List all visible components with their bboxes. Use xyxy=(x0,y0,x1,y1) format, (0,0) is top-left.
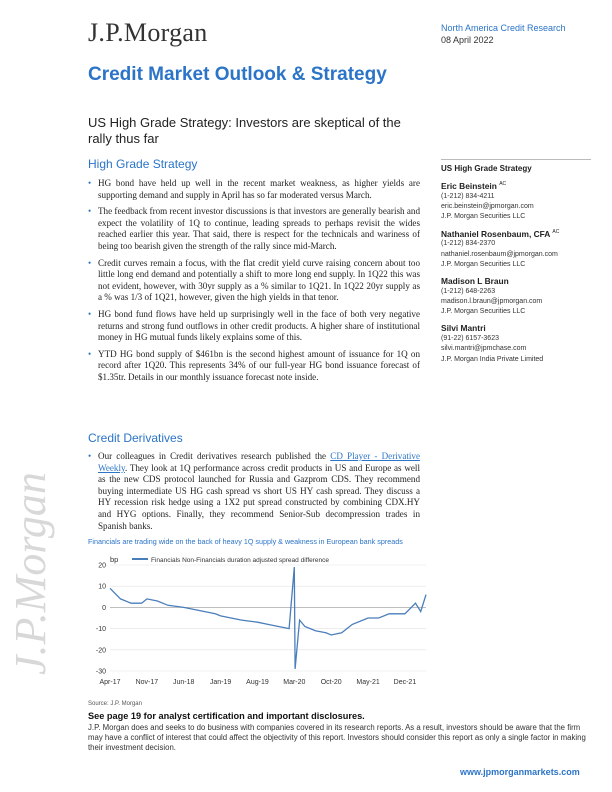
disclosure-text: J.P. Morgan does and seeks to do business with companies covered in its research reports. As a result, investors should be aware that the firm may have a conflict of interest that could affect the objectivity of this report. Investors should consider this report as only a single factor in making their investment decision. xyxy=(88,723,586,752)
department-label: North America Credit Research xyxy=(441,23,566,33)
derivatives-section xyxy=(88,431,420,537)
list-item: • Credit curves remain a focus, with the flat credit yield curve raising concern about too little long end demand and potentially a shift to more long end supply. In 1Q22 this was not evident, however, with 30yr supply as a % similar to 1Q21. In 1Q22 20yr supply as a % was 1/3 of 1Q21, however, given the high yields in that tenor. xyxy=(88,257,420,303)
y-tick-label: 10 xyxy=(98,583,106,591)
chart-container xyxy=(88,549,433,689)
footer-link[interactable]: www.jpmorganmarkets.com xyxy=(460,767,580,777)
y-unit-label: bp xyxy=(110,555,119,564)
page-title: Credit Market Outlook & Strategy xyxy=(88,64,387,85)
analyst-name: Eric Beinstein xyxy=(441,181,497,191)
cd-player-link[interactable]: CD Player - Derivative Weekly xyxy=(98,451,420,473)
x-tick-label: Jun-18 xyxy=(173,679,195,686)
disclosure-heading: See page 19 for analyst certification and important disclosures. xyxy=(88,711,365,721)
analyst-firm: J.P. Morgan Securities LLC xyxy=(441,308,526,316)
x-tick-label: Aug-19 xyxy=(246,679,269,686)
analyst-firm: J.P. Morgan Securities LLC xyxy=(441,260,526,268)
bullet-icon: • xyxy=(88,206,92,217)
bullet-icon: • xyxy=(88,308,92,319)
series-line xyxy=(110,567,426,669)
high-grade-bullets xyxy=(88,178,420,384)
analyst-email[interactable]: madison.l.braun@jpmorgan.com xyxy=(441,298,543,306)
analyst-name: Madison L Braun xyxy=(441,275,509,286)
analyst-card xyxy=(441,226,591,270)
legend-label: Financials Non-Financials duration adjusted spread difference xyxy=(151,557,330,564)
analyst-phone: (1-212) 834-2370 xyxy=(441,240,496,248)
analyst-firm: J.P. Morgan Securities LLC xyxy=(441,213,526,221)
list-item: • The feedback from recent investor discussions is that investors are generally bearish and expect the volatility of 1Q to continue, leading spreads to perhaps revisit the wides reached earlier this year. That said, there is respect for the technicals and wariness of being too bearish given the strength of the rally since mid-March. xyxy=(88,206,420,251)
list-item: • YTD HG bond supply of $461bn is the second highest amount of issuance for 1Q on record after 1Q20. This represents 34% of our full-year HG bond issuance forecast of $1.35tr. Details in our monthly issuance forecast note inside. xyxy=(88,348,420,382)
x-tick-label: Jan-19 xyxy=(209,679,232,686)
analyst-name: Silvi Mantri xyxy=(441,323,486,334)
spread-chart xyxy=(88,549,433,689)
x-tick-label: Oct-20 xyxy=(320,679,342,686)
chart-caption: Financials are trading wide on the back of heavy 1Q supply & weakness in European bank spreads xyxy=(88,537,403,546)
analyst-card xyxy=(441,320,591,364)
analyst-cert: AC xyxy=(552,228,560,235)
list-item: • Our colleagues in Credit derivatives research published the CD Player - Derivative Weekly. They look at 1Q performance across credit products in US and Europe as well as the new CDS protocol launched for Russia and Gazprom CDS. They recommend buying intermediate US HG cash spread vs short US HY cash spread. They discuss a HY recession risk hedge using a 1X2 put spread constructed by combining CDX.HY and HYG options. Finally, they recommend Senior-Sub decompression trades in Spanish banks. xyxy=(88,451,420,531)
page-subtitle: US High Grade Strategy: Investors are skeptical of the rally thus far xyxy=(88,115,401,146)
list-item: • HG bond fund flows have held up surprisingly well in the face of both very negative returns and strong fund outflows in other credit products. A higher share of institutional money in HG mutual funds likely explains some of this. xyxy=(88,308,420,343)
bullet-icon: • xyxy=(88,178,92,188)
x-tick-label: Apr-17 xyxy=(99,679,121,686)
high-grade-section xyxy=(88,157,420,389)
jpmorgan-logo: J.P.Morgan xyxy=(88,18,208,47)
section-heading-derivatives: Credit Derivatives xyxy=(88,431,183,445)
y-tick-label: 20 xyxy=(98,562,106,570)
svg-text:J.P.Morgan: J.P.Morgan xyxy=(6,472,55,675)
x-tick-label: Mar-20 xyxy=(283,679,306,686)
jpmorgan-watermark xyxy=(0,440,86,690)
analyst-firm: J.P. Morgan India Private Limited xyxy=(441,355,544,363)
sidebar-heading: US High Grade Strategy xyxy=(441,159,591,174)
y-tick-label: -30 xyxy=(95,668,106,676)
x-tick-label: Nov-17 xyxy=(135,679,159,686)
analyst-email[interactable]: nathaniel.rosenbaum@jpmorgan.com xyxy=(441,250,558,258)
section-heading-high-grade: High Grade Strategy xyxy=(88,157,198,171)
analyst-name: Nathaniel Rosenbaum, CFA xyxy=(441,228,551,239)
analyst-email[interactable]: silvi.mantri@jpmchase.com xyxy=(441,345,527,353)
analyst-phone: (1-212) 648-2263 xyxy=(441,287,496,295)
analyst-phone: (91-22) 6157-3623 xyxy=(441,335,499,343)
analyst-email[interactable]: eric.beinstein@jpmorgan.com xyxy=(441,203,534,211)
y-tick-label: 0 xyxy=(102,604,106,612)
list-item: • HG bond have held up well in the recent market weakness, as higher yields are supporting demand and supply in April has so far moderated versus March. xyxy=(88,178,420,200)
bullet-icon: • xyxy=(88,451,92,461)
report-header xyxy=(441,22,566,46)
y-tick-label: -10 xyxy=(95,626,106,634)
bullet-icon: • xyxy=(88,257,92,268)
x-tick-label: Dec-21 xyxy=(393,679,417,686)
y-tick-label: -20 xyxy=(95,647,106,655)
analyst-sidebar xyxy=(441,159,591,365)
analyst-card xyxy=(441,178,591,222)
chart-source: Source: J.P. Morgan xyxy=(88,701,142,707)
x-tick-label: May-21 xyxy=(356,679,380,686)
bullet-icon: • xyxy=(88,348,92,359)
analyst-cert: AC xyxy=(499,181,507,188)
analyst-card xyxy=(441,273,591,317)
derivatives-bullets xyxy=(88,451,420,532)
report-date: 08 April 2022 xyxy=(441,35,494,45)
analyst-phone: (1-212) 834-4211 xyxy=(441,193,495,200)
